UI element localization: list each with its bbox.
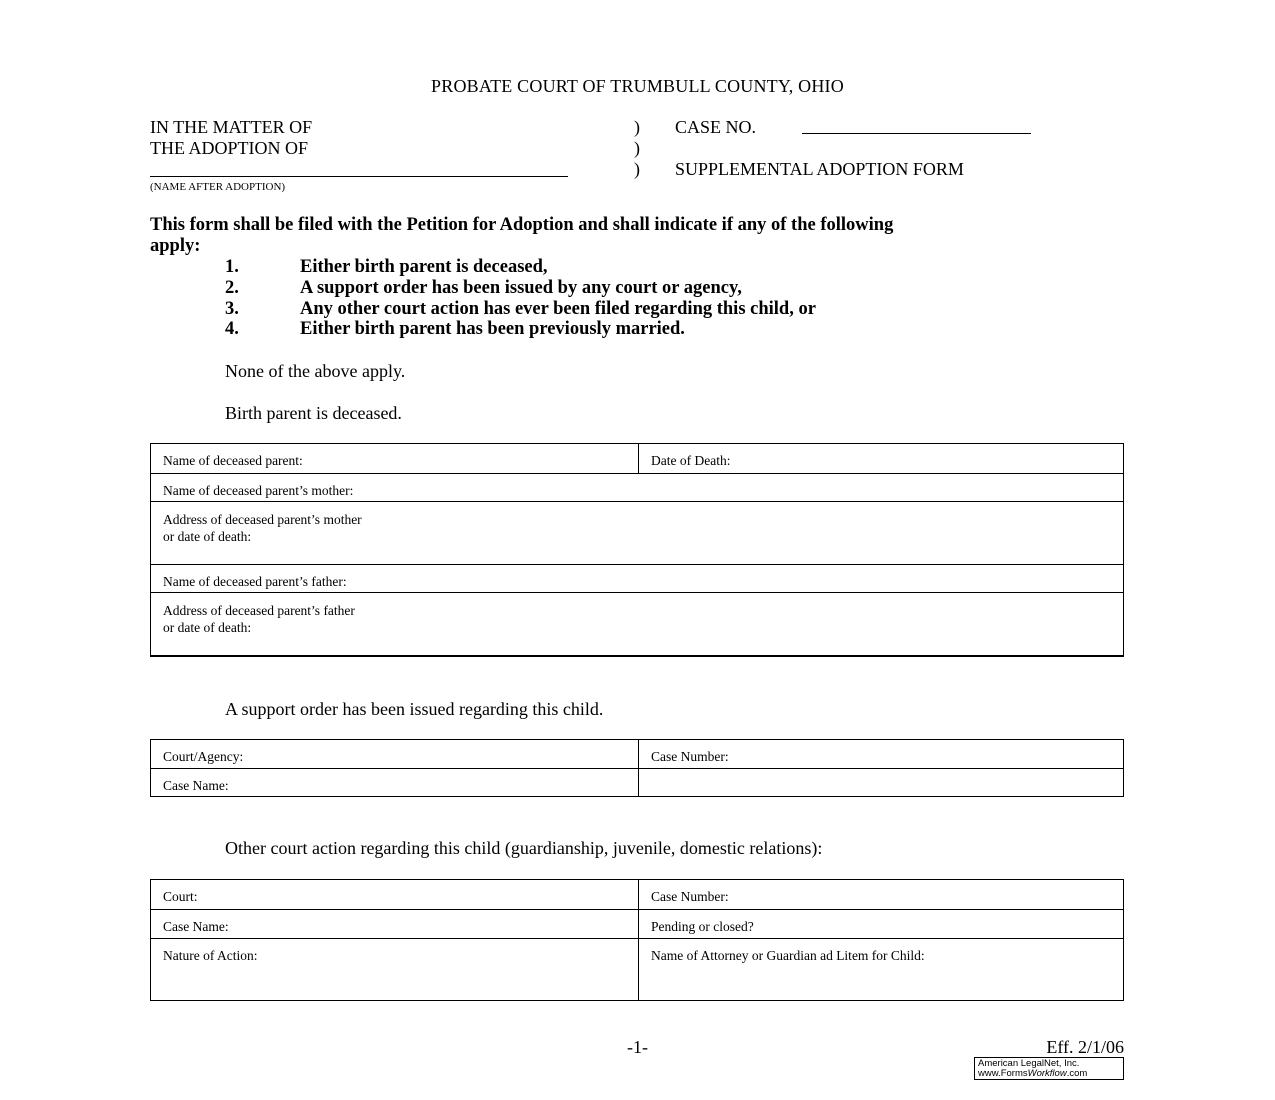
other-case-name-label: Case Name: [163, 919, 229, 934]
court-agency-cell[interactable] [151, 740, 639, 769]
father-address-label: Address of deceased parent’s father [163, 603, 355, 618]
support-case-name-cell[interactable] [151, 769, 639, 797]
publisher-url [978, 1069, 1123, 1079]
mother-name-label: Name of deceased parent’s mother: [163, 483, 354, 498]
support-case-number-label: Case Number: [651, 749, 729, 764]
adoptee-name-line[interactable] [150, 176, 568, 177]
attorney-guardian-label: Name of Attorney or Guardian ad Litem for Child: [651, 948, 925, 963]
pending-closed-label: Pending or closed? [651, 919, 754, 934]
item-text: Any other court action has ever been filed regarding this child, or [300, 299, 816, 319]
item-number: 2. [225, 278, 239, 298]
other-court-cell[interactable] [151, 880, 639, 910]
mother-address-label: Address of deceased parent’s mother [163, 512, 362, 527]
item-text: A support order has been issued by any court or agency, [300, 278, 742, 298]
nature-of-action-label: Nature of Action: [163, 948, 258, 963]
other-case-number-cell[interactable] [639, 880, 1124, 910]
other-case-number-label: Case Number: [651, 889, 729, 904]
father-name-label: Name of deceased parent’s father: [163, 574, 347, 589]
publisher-name: American LegalNet, Inc. [978, 1058, 1080, 1069]
deceased-parent-name-cell[interactable] [151, 444, 639, 474]
caption-paren-2: ) [634, 138, 640, 158]
page-number: -1- [627, 1037, 648, 1057]
attorney-guardian-cell[interactable] [639, 939, 1124, 1001]
nature-of-action-cell[interactable] [151, 939, 639, 1001]
father-address-cell[interactable] [151, 593, 1124, 656]
mother-address-cell[interactable] [151, 502, 1124, 565]
date-of-death-label: Date of Death: [651, 453, 731, 468]
item-text: Either birth parent has been previously married. [300, 319, 685, 339]
case-no-label: CASE NO. [675, 117, 757, 137]
other-court-label: Court: [163, 889, 198, 904]
court-title: PROBATE COURT OF TRUMBULL COUNTY, OHIO [431, 76, 844, 96]
case-no-line[interactable] [802, 133, 1031, 134]
father-name-cell[interactable] [151, 565, 1124, 593]
support-case-number-cell[interactable] [639, 740, 1124, 769]
court-agency-label: Court/Agency: [163, 749, 244, 764]
item-number: 1. [225, 257, 239, 277]
matter-line-1: IN THE MATTER OF [150, 117, 313, 137]
effective-date: Eff. 2/1/06 [1046, 1037, 1124, 1057]
support-order-table [150, 739, 1124, 797]
mother-name-cell[interactable] [151, 474, 1124, 502]
intro-line-1: This form shall be filed with the Petition for Adoption and shall indicate if any of the following [150, 215, 894, 235]
other-case-name-cell[interactable] [151, 910, 639, 939]
publisher-url-part: .com [1066, 1068, 1088, 1079]
father-address-label-2: or date of death: [163, 620, 252, 635]
support-empty-cell[interactable] [639, 769, 1124, 797]
option-support-order[interactable]: A support order has been issued regarding this child. [225, 699, 604, 719]
publisher-url-part: www.Forms [978, 1068, 1028, 1079]
deceased-parent-table [150, 443, 1124, 657]
option-other-court-action[interactable]: Other court action regarding this child (guardianship, juvenile, domestic relations): [225, 838, 823, 858]
deceased-parent-name-label: Name of deceased parent: [163, 453, 303, 468]
intro-line-2: apply: [150, 236, 201, 256]
matter-line-2: THE ADOPTION OF [150, 138, 309, 158]
mother-address-label-2: or date of death: [163, 529, 252, 544]
other-action-table [150, 879, 1124, 1001]
option-none-apply[interactable]: None of the above apply. [225, 361, 406, 381]
date-of-death-cell[interactable] [639, 444, 1124, 474]
pending-closed-cell[interactable] [639, 910, 1124, 939]
caption-paren-1: ) [634, 117, 640, 137]
publisher-url-part: Workflow [1027, 1068, 1067, 1079]
item-text: Either birth parent is deceased, [300, 257, 548, 277]
support-case-name-label: Case Name: [163, 778, 229, 793]
name-after-adoption-note: (NAME AFTER ADOPTION) [150, 181, 286, 193]
publisher-badge [974, 1057, 1124, 1080]
item-number: 3. [225, 299, 239, 319]
form-title: SUPPLEMENTAL ADOPTION FORM [675, 159, 964, 179]
item-number: 4. [225, 319, 239, 339]
caption-paren-3: ) [634, 159, 640, 179]
option-parent-deceased[interactable]: Birth parent is deceased. [225, 403, 402, 423]
